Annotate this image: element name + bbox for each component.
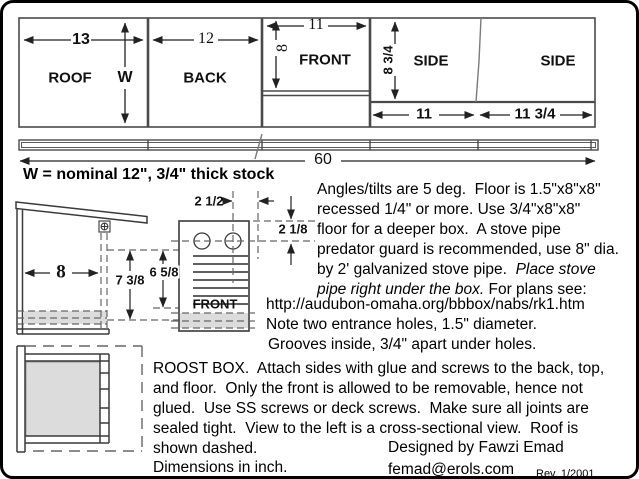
front-view-label: FRONT [192, 296, 238, 312]
board-edge-strip [19, 134, 598, 159]
revision-note: Rev. 1/2001 [536, 468, 595, 479]
instructions-line-4: sealed tight. View to the left is a cross-sectional view. Roof is [153, 420, 579, 437]
designed-by: Designed by Fawzi Emad [388, 439, 564, 456]
notes-line-5-italic: Place stove [515, 261, 596, 278]
notes-line-5 [317, 260, 596, 280]
dim-front-height: 8 [274, 44, 291, 52]
notes-line-5-normal: by 2' galvanized stove pipe. [317, 261, 516, 278]
grooves-note: Grooves inside, 3/4" apart under holes. [268, 336, 537, 353]
instructions-line-3: glued. Use SS screws or deck screws. Make sure all joints are [153, 400, 589, 417]
dim-front-width: 11 [308, 16, 324, 33]
notes-line-1: Angles/tilts are 5 deg. Floor is 1.5"x8"x8" [317, 181, 601, 198]
dim-side1-width: 11 [416, 105, 432, 123]
back-part-label: BACK [183, 69, 227, 87]
instructions-line-2: and floor. Only the front is allowed to be removable, hence not [153, 380, 583, 397]
dim-side2-width: 11 3/4 [514, 105, 556, 123]
dim-roof-width: 13 [72, 31, 90, 48]
dim-board-length: 60 [314, 151, 332, 168]
instructions-line-1: ROOST BOX. Attach sides with glue and screws to the back, top, [153, 360, 605, 377]
plans-url: http://audubon-omaha.org/bbbox/nabs/rk1.htm [266, 296, 585, 313]
dim-board-width: W [117, 69, 133, 86]
notes-line-2: recessed 1/4" or more. Use 3/4"x8"x8" [317, 201, 581, 218]
notes-line-4: predator guard is recommended, use 8" dia. [317, 241, 619, 258]
instructions-line-5: shown dashed. [153, 440, 258, 457]
units-note: Dimensions in inch. [153, 459, 288, 476]
side-part-label-1: SIDE [413, 52, 449, 70]
dim-hole-spacing: 2 1/2 [194, 193, 224, 209]
dim-back-width: 12 [198, 30, 214, 47]
holes-note: Note two entrance holes, 1.5" diameter. [266, 316, 537, 333]
dim-back-inner-height: 7 3/8 [115, 272, 145, 288]
notes-line-6-italic: pipe right under the box. [317, 281, 485, 298]
side-part-label-2: SIDE [540, 52, 576, 70]
dim-front-inner-height: 6 5/8 [149, 264, 179, 280]
stock-note: W = nominal 12", 3/4" thick stock [23, 166, 275, 183]
dim-side-height: 8 3/4 [380, 45, 396, 75]
notes-line-3: floor for a deeper box. A stove pipe [317, 221, 561, 238]
dim-hole-from-top: 2 1/8 [278, 221, 308, 237]
bottom-view-drawing [17, 346, 142, 452]
notes-line-6-normal: For plans see: [484, 281, 587, 298]
designer-email: femad@erols.com [388, 461, 514, 478]
front-part-label: FRONT [299, 51, 351, 69]
dim-inner-width: 8 [56, 261, 66, 283]
roof-part-label: ROOF [48, 69, 92, 87]
cutting-layout-drawing [19, 18, 595, 127]
screw-icon [99, 221, 110, 232]
